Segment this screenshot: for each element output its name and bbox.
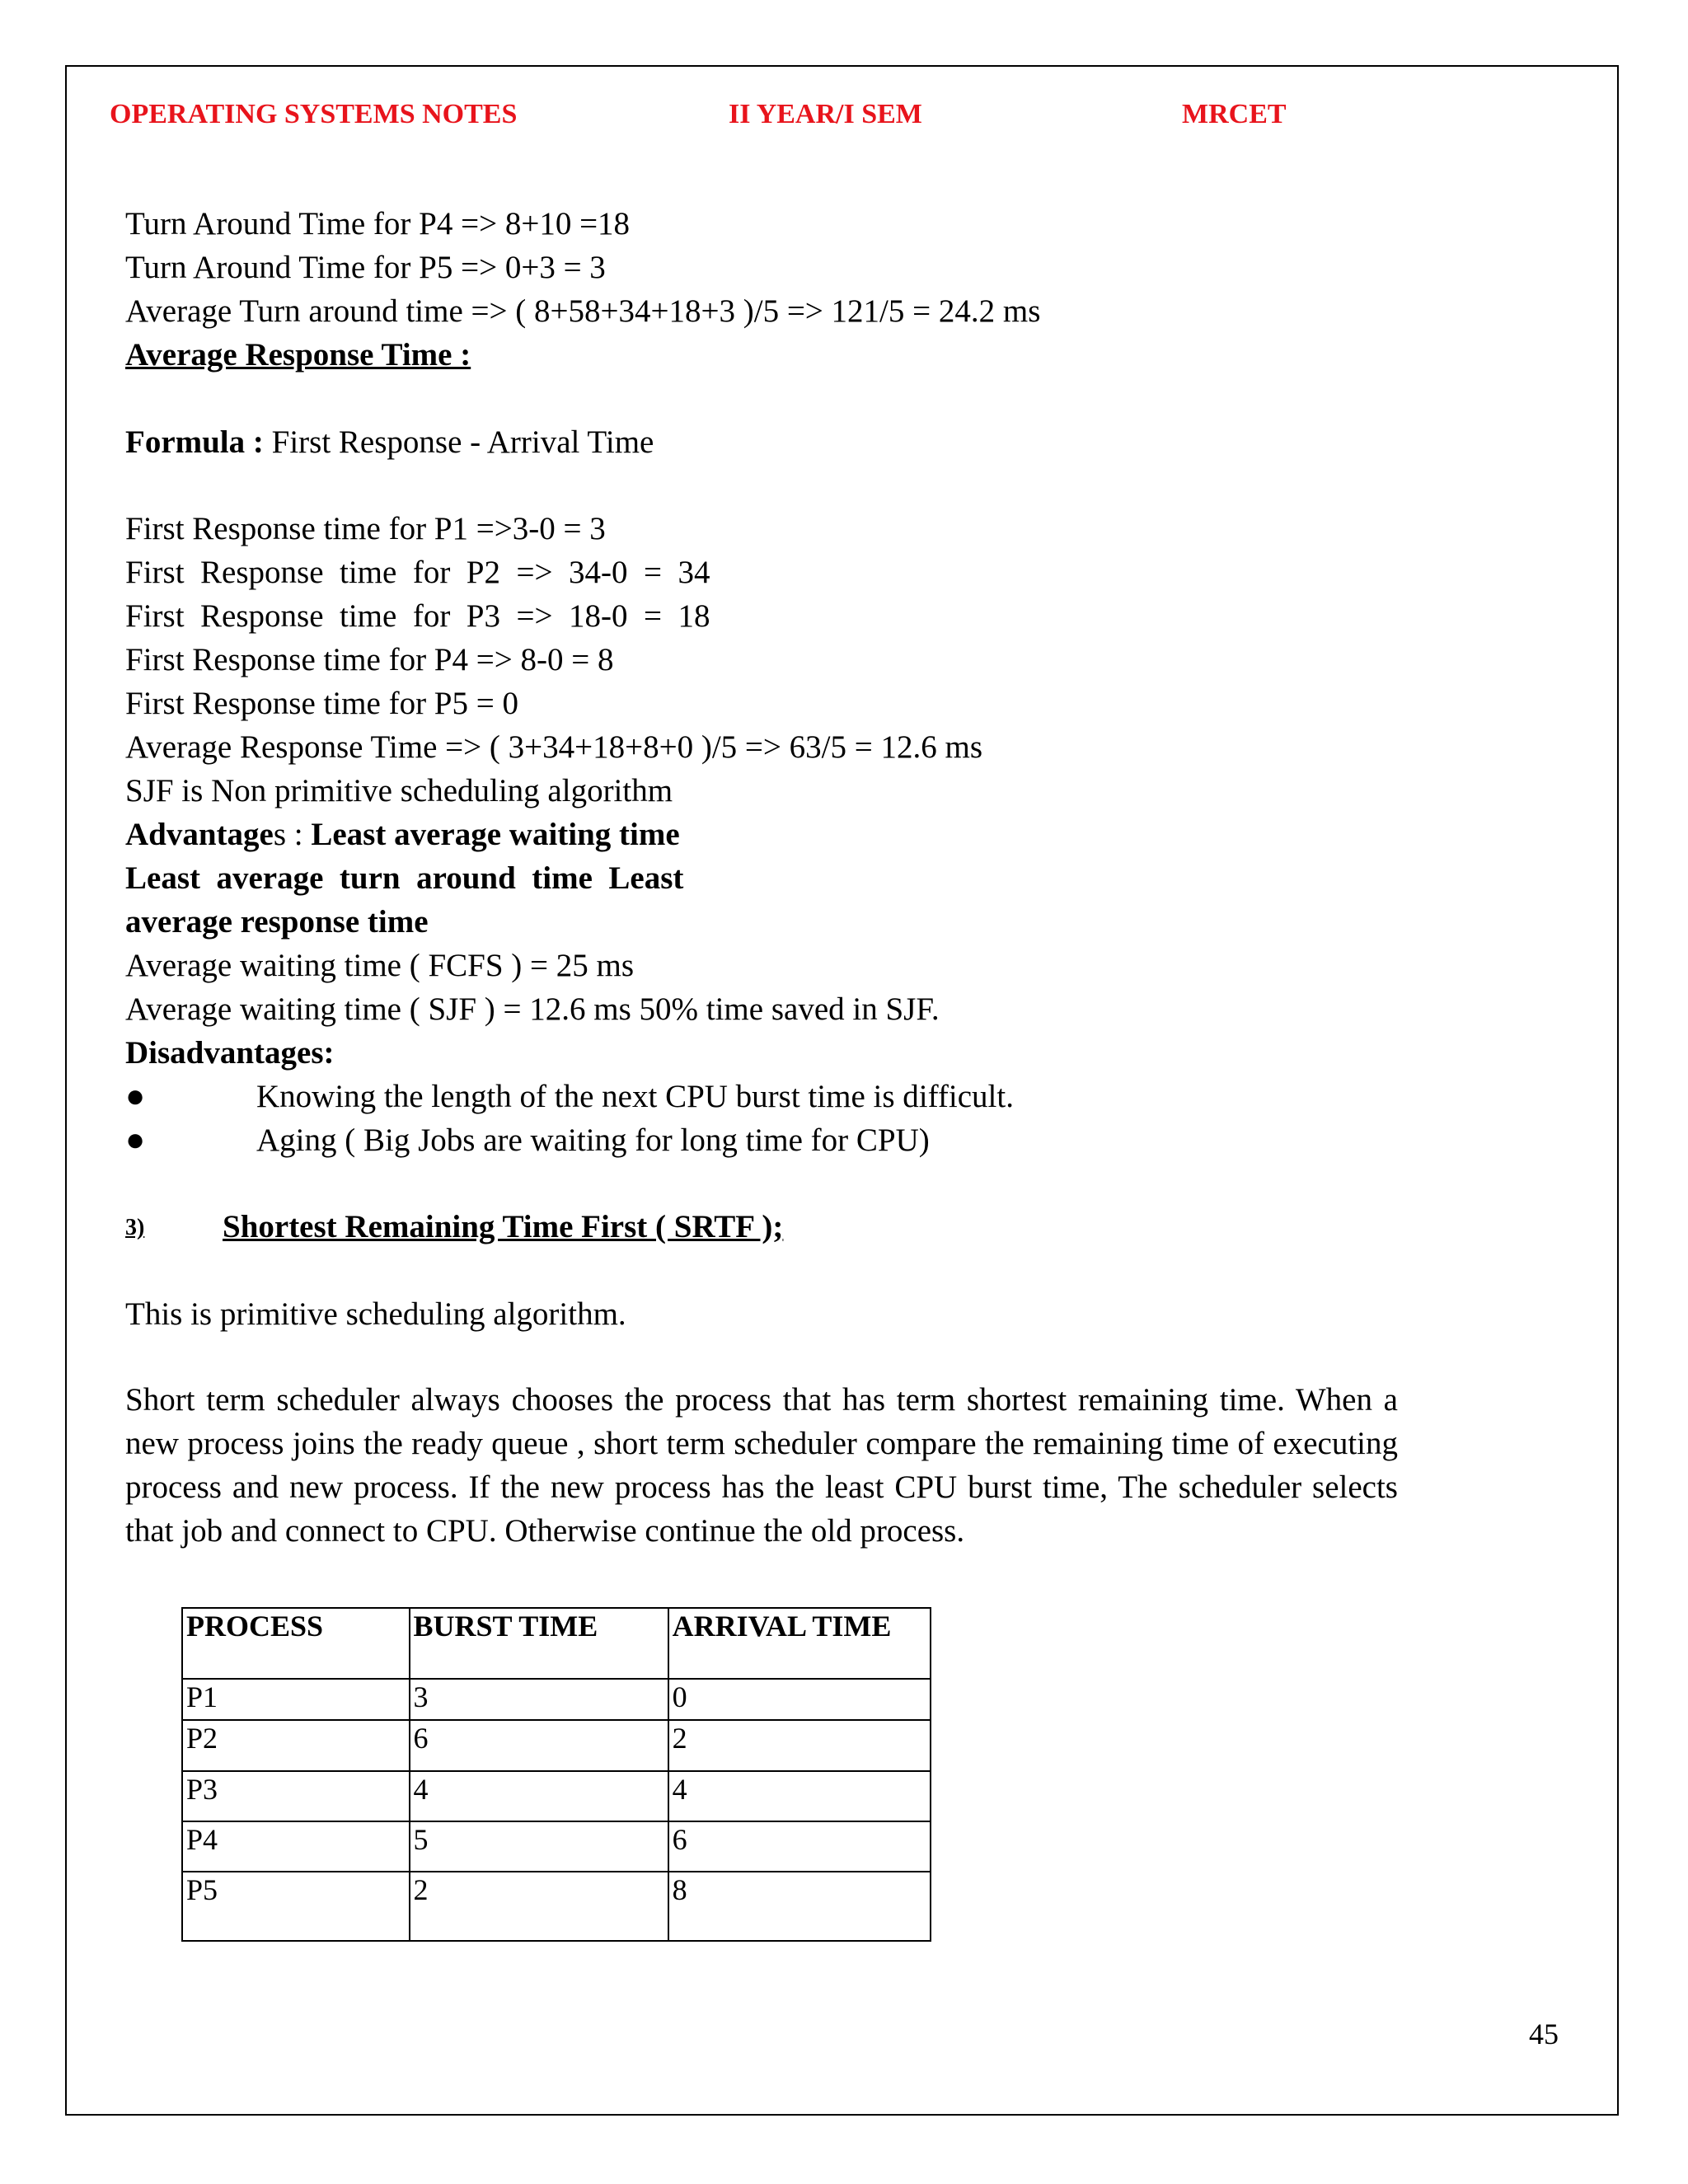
advantage-3: average response time <box>125 904 429 940</box>
header-course-title: OPERATING SYSTEMS NOTES <box>110 99 518 129</box>
formula-label: Formula : <box>125 424 264 460</box>
response-average: Average Response Time => ( 3+34+18+8+0 )/5 => 63/5 = 12.6 ms <box>125 729 983 765</box>
formula-line <box>125 424 654 461</box>
table-header-cell: ARRIVAL TIME <box>668 1608 931 1679</box>
table-row <box>182 1872 931 1941</box>
turnaround-p4: Turn Around Time for P4 => 8+10 =18 <box>125 206 631 241</box>
table-cell: 2 <box>668 1720 931 1771</box>
header-institution: MRCET <box>1182 99 1287 129</box>
table-cell: 8 <box>668 1872 931 1941</box>
disadvantage-item: Knowing the length of the next CPU burst time is difficult. <box>256 1079 1014 1114</box>
table-row <box>182 1821 931 1872</box>
table-cell: P2 <box>182 1720 410 1771</box>
advantages-line <box>125 816 680 853</box>
table-cell: P4 <box>182 1821 410 1872</box>
table-cell: 0 <box>668 1679 931 1720</box>
bullet-icon: ● <box>125 1077 146 1114</box>
response-p4: First Response time for P4 => 8-0 = 8 <box>125 642 614 677</box>
advantages-separator: s : <box>273 817 312 852</box>
srtf-description: Short term scheduler always chooses the process that has term shortest remaining time. When a new process joins the ready queue , short term scheduler compare the remaining time of executing process and new process. If the new process has the least CPU burst time, The scheduler selects that job and connect to CPU. Otherwise continue the old process. <box>125 1382 1398 1549</box>
sjf-nonprimitive: SJF is Non primitive scheduling algorithm <box>125 773 673 808</box>
table-cell: P1 <box>182 1679 410 1720</box>
section-title: Shortest Remaining Time First ( SRTF ); <box>223 1209 784 1244</box>
advantages-label: Advantage <box>125 817 274 852</box>
advantage-1: Least average waiting time <box>311 817 680 852</box>
response-p5: First Response time for P5 = 0 <box>125 686 518 721</box>
response-p2: First Response time for P2 => 34-0 = 34 <box>125 555 710 590</box>
disadvantages-label: Disadvantages: <box>125 1035 335 1071</box>
response-p1: First Response time for P1 =>3-0 = 3 <box>125 511 606 546</box>
table-cell: 4 <box>410 1771 668 1821</box>
section-number: 3) <box>125 1215 145 1240</box>
table-header-cell: BURST TIME <box>410 1608 668 1679</box>
formula-text: First Response - Arrival Time <box>263 424 654 460</box>
page-number: 45 <box>1529 2018 1559 2050</box>
disadvantage-item: Aging ( Big Jobs are waiting for long time for CPU) <box>256 1122 930 1158</box>
table-cell: 4 <box>668 1771 931 1821</box>
table-header-row <box>182 1608 931 1679</box>
table-cell: 6 <box>668 1821 931 1872</box>
table-row <box>182 1720 931 1771</box>
table-cell: P3 <box>182 1771 410 1821</box>
turnaround-average: Average Turn around time => ( 8+58+34+18+3 )/5 => 121/5 = 24.2 ms <box>125 293 1041 329</box>
fcfs-waiting-time: Average waiting time ( FCFS ) = 25 ms <box>125 948 635 983</box>
response-heading: Average Response Time : <box>125 337 471 373</box>
table-cell: 5 <box>410 1821 668 1872</box>
table-cell: 3 <box>410 1679 668 1720</box>
response-p3: First Response time for P3 => 18-0 = 18 <box>125 598 710 634</box>
table-row <box>182 1679 931 1720</box>
advantage-2: Least average turn around time Least <box>125 860 684 896</box>
turnaround-p5: Turn Around Time for P5 => 0+3 = 3 <box>125 250 606 285</box>
process-table <box>181 1607 931 1942</box>
table-cell: 6 <box>410 1720 668 1771</box>
header-year-semester: II YEAR/I SEM <box>729 99 922 129</box>
table-header-cell: PROCESS <box>182 1608 410 1679</box>
table-cell: P5 <box>182 1872 410 1941</box>
srtf-intro: This is primitive scheduling algorithm. <box>125 1296 626 1332</box>
sjf-waiting-time: Average waiting time ( SJF ) = 12.6 ms 50% time saved in SJF. <box>125 991 940 1027</box>
table-cell: 2 <box>410 1872 668 1941</box>
table-row <box>182 1771 931 1821</box>
bullet-icon: ● <box>125 1121 146 1158</box>
